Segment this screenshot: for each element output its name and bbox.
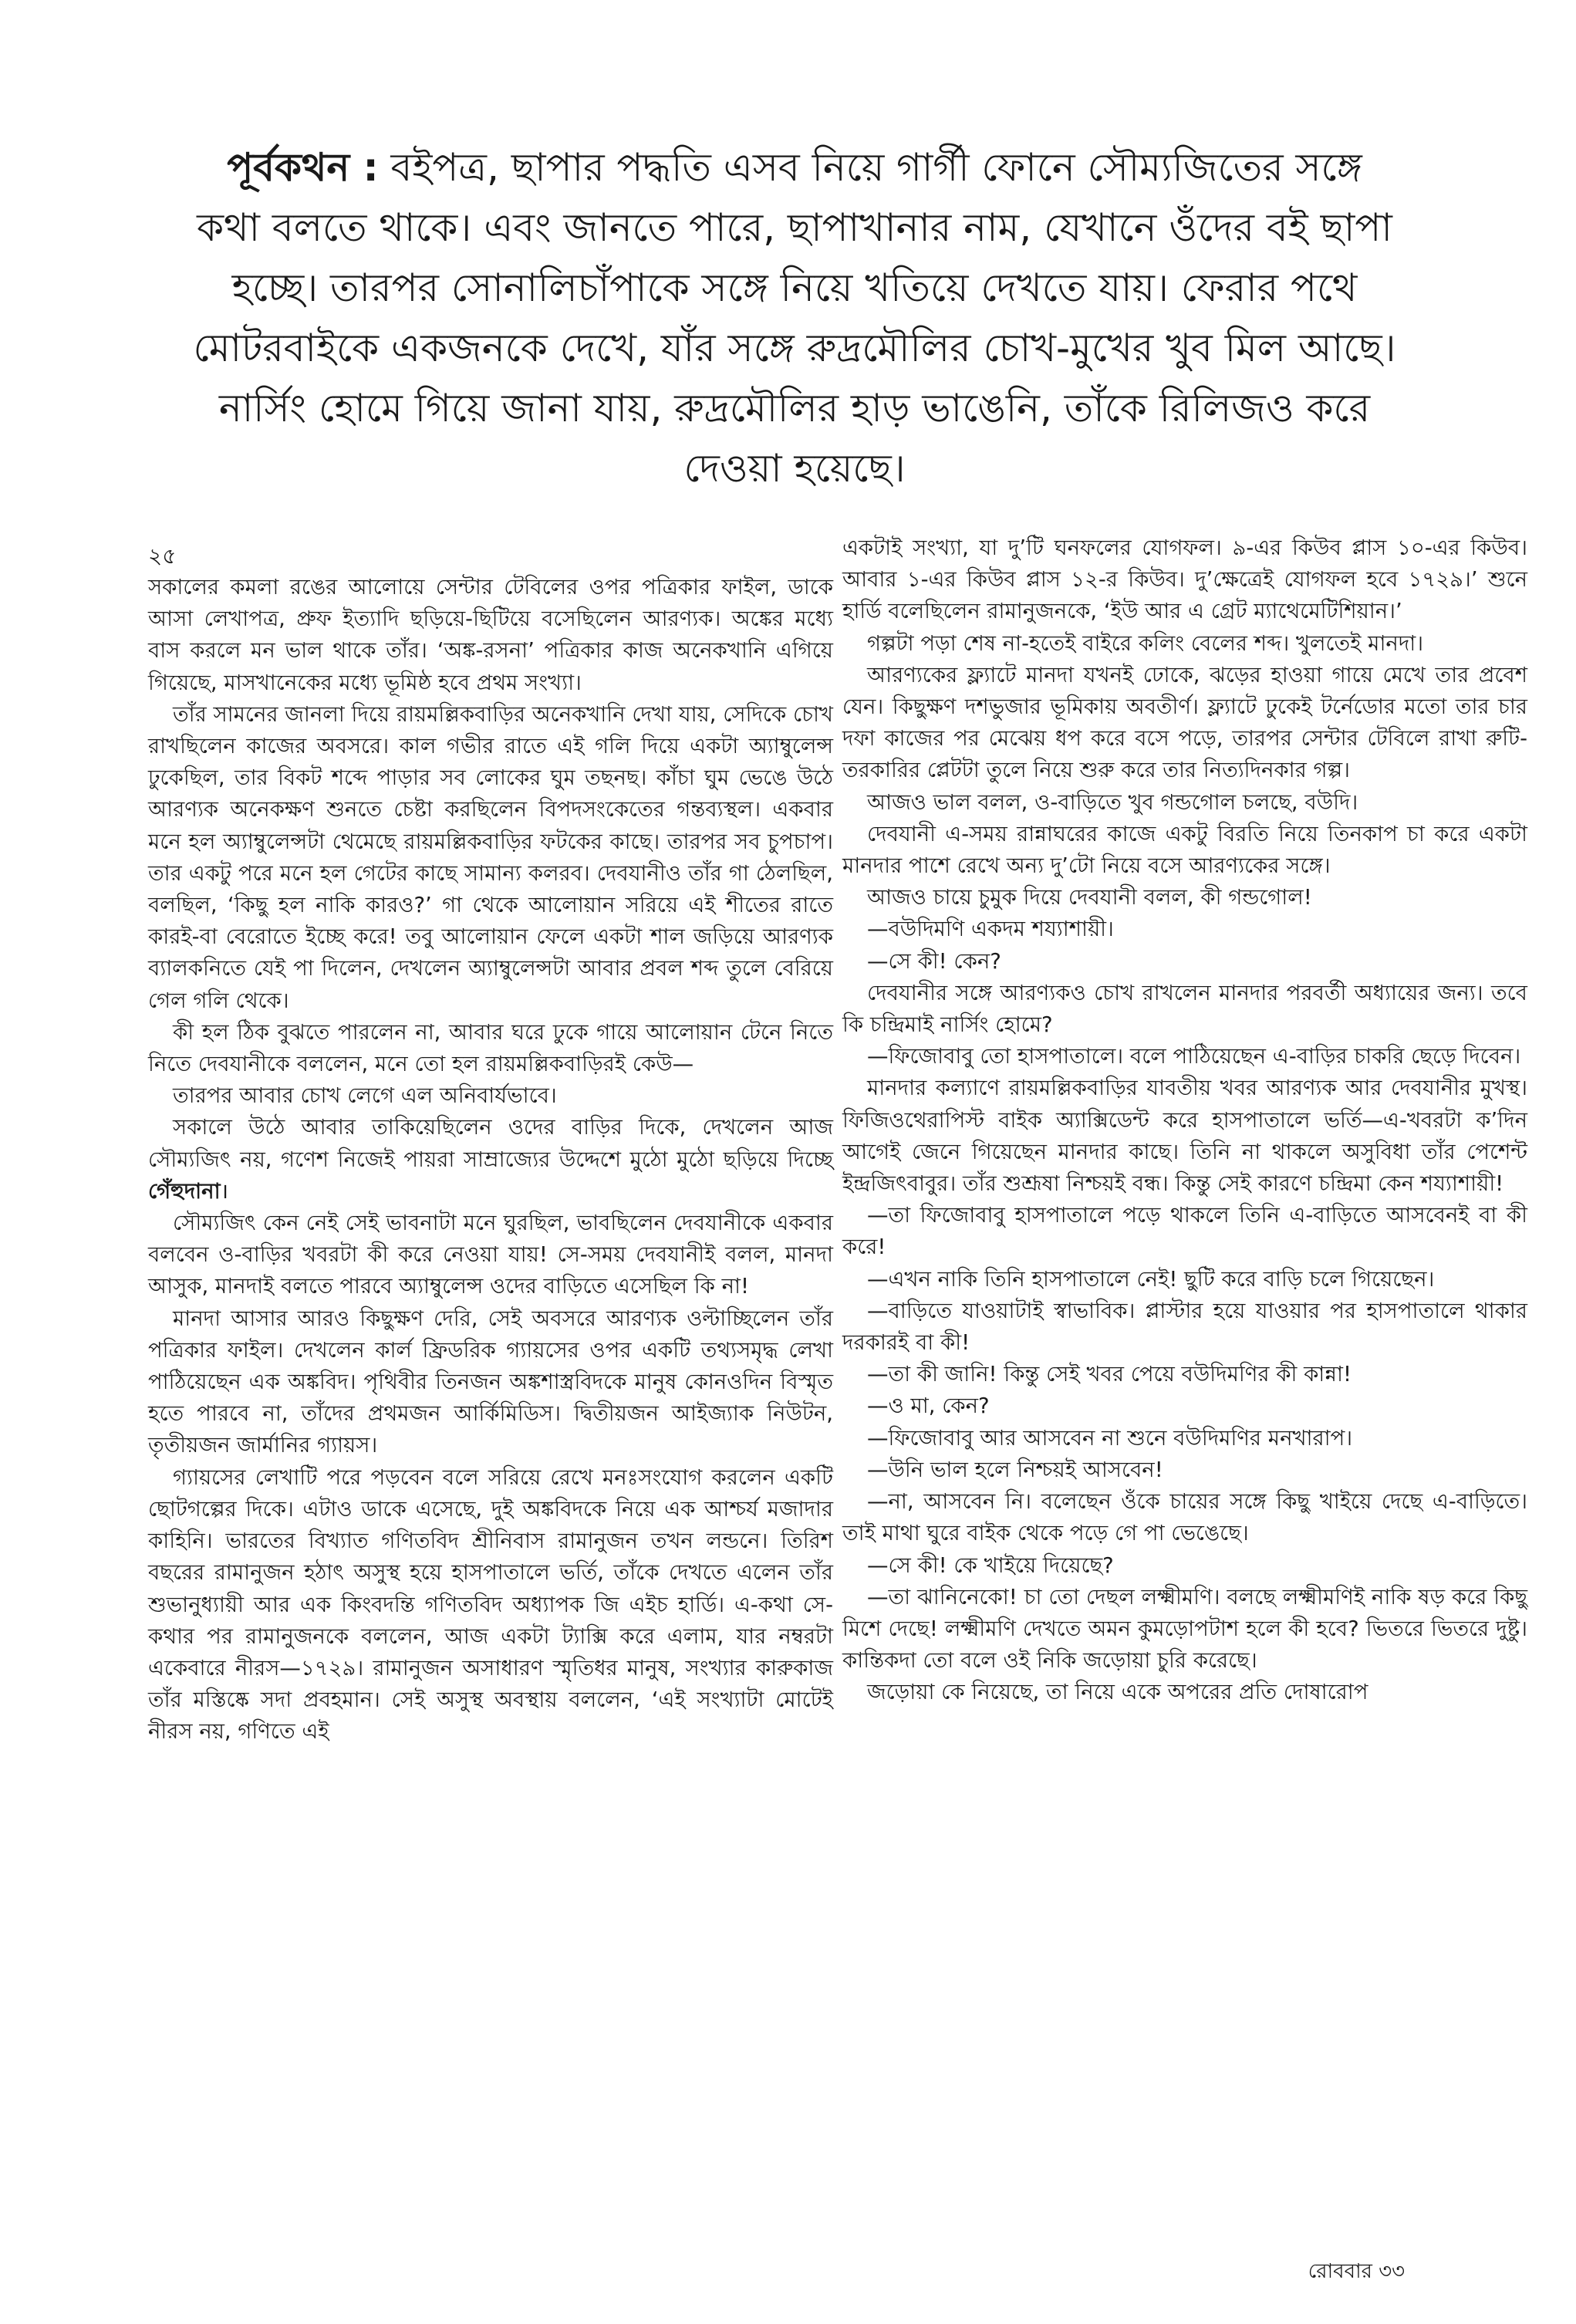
paragraph: দেবযানীর সঙ্গে আরণ্যকও চোখ রাখলেন মানদার পরবর্তী অধ্যায়ের জন্য। তবে কি চন্দ্রিমাই নার্সিং হোমে?	[842, 980, 1527, 1038]
intro-label: পূর্বকথন :	[227, 145, 379, 190]
chapter-number: ২৫	[148, 543, 177, 569]
bold-word: গেঁহুদানা	[148, 1178, 221, 1204]
paragraph: আজও চায়ে চুমুক দিয়ে দেবযানী বলল, কী গন্ডগোল!	[867, 885, 1312, 910]
paragraph: কী হল ঠিক বুঝতে পারলেন না, আবার ঘরে ঢুকে গায়ে আলোয়ান টেনে নিতে নিতে দেবযানীকে বললেন, মনে তো হল রায়মল্লিকবাড়িরই কেউ—	[148, 1019, 833, 1077]
paragraph: সৌম্যজিৎ কেন নেই সেই ভাবনাটা মনে ঘুরছিল, ভাবছিলেন দেবযানীকে একবার বলবেন ও-বাড়ির খবরটা কী করে নেওয়া যায়! সে-সময় দেবযানীই বলল, মানদা আসুক, মানদাই বলতে পারবে অ্যাম্বুলেন্স ওদের বাড়িতে এসেছিল কি না!	[148, 1211, 833, 1299]
paragraph: গল্পটা পড়া শেষ না-হতেই বাইরে কলিং বেলের শব্দ। খুলতেই মানদা।	[867, 630, 1424, 656]
dialogue-line: —ফিজোবাবু তো হাসপাতালে। বলে পাঠিয়েছেন এ-বাড়ির চাকরি ছেড়ে দিবেন।	[867, 1044, 1521, 1069]
dialogue-line: —সে কী! কেন?	[867, 948, 1001, 974]
paragraph: তারপর আবার চোখ লেগে এল অনিবার্যভাবে।	[173, 1083, 557, 1109]
dialogue-line: —না, আসবেন নি। বলেছেন ওঁকে চায়ের সঙ্গে কিছু খাইয়ে দেছে এ-বাড়িতে। তাই মাথা ঘুরে বাইক থেকে পড়ে গে পা ভেঙেছে।	[842, 1489, 1527, 1546]
left-column	[148, 540, 833, 1748]
paragraph: একটাই সংখ্যা, যা দু’টি ঘনফলের যোগফল। ৯-এর কিউব প্লাস ১০-এর কিউব। আবার ১-এর কিউব প্লাস ১২-র কিউব। দু’ক্ষেত্রেই যোগফল হবে ১৭২৯।’ শুনে হার্ডি বলেছিলেন রামানুজনকে, ‘ইউ আর এ গ্রেট ম্যাথেমেটিশিয়ান।’	[842, 535, 1527, 624]
paragraph: গ্যায়সের লেখাটি পরে পড়বেন বলে সরিয়ে রেখে মনঃসংযোগ করলেন একটি ছোটগল্পের দিকে। এটাও ডাকে এসেছে, দুই অঙ্কবিদকে নিয়ে এক আশ্চর্য মজাদার কাহিনি। ভারতের বিখ্যাত গণিতবিদ শ্রীনিবাস রামানুজন তখন লন্ডনে। তিরিশ বছরের রামানুজন হঠাৎ অসুস্থ হয়ে হাসপাতালে ভর্তি, তাঁকে দেখতে এলেন তাঁর শুভানুধ্যায়ী আর এক কিংবদন্তি গণিতবিদ অধ্যাপক জি এইচ হার্ডি। এ-কথা সে-কথার পর রামানুজনকে বললেন, আজ একটা ট্যাক্সি করে এলাম, যার নম্বরটা একেবারে নীরস—১৭২৯। রামানুজন অসাধারণ স্মৃতিধর মানুষ, সংখ্যার কারুকাজ তাঁর মস্তিষ্কে সদা প্রবহমান। সেই অসুস্থ অবস্থায় বললেন, ‘এই সংখ্যাটা মোটেই নীরস নয়, গণিতে এই	[148, 1464, 833, 1745]
paragraph: তাঁর সামনের জানলা দিয়ে রায়মল্লিকবাড়ির অনেকখানি দেখা যায়, সেদিকে চোখ রাখছিলেন কাজের অবসরে। কাল গভীর রাতে এই গলি দিয়ে একটা অ্যাম্বুলেন্স ঢুকেছিল, তার বিকট শব্দে পাড়ার সব লোকের ঘুম তছনছ। কাঁচা ঘুম ভেঙে উঠে আরণ্যক অনেকক্ষণ শুনতে চেষ্টা করছিলেন বিপদসংকেতের গন্তব্যস্থল। একবার মনে হল অ্যাম্বুলেন্সটা থেমেছে রায়মল্লিকবাড়ির ফটকের কাছে। তারপর সব চুপচাপ। তার একটু পরে মনে হল গেটের কাছে সামান্য কলরব। দেবযানীও তাঁর গা ঠেলছিল, বলছিল, ‘কিছু হল নাকি কারও?’ গা থেকে আলোয়ান সরিয়ে এই শীতের রাতে কারই-বা বেরোতে ইচ্ছে করে! তবু আলোয়ান ফেলে একটা শাল জড়িয়ে আরণ্যক ব্যালকনিতে যেই পা দিলেন, দেখলেন অ্যাম্বুলেন্সটা আবার প্রবল শব্দ তুলে বেরিয়ে গেল গলি থেকে।	[148, 701, 833, 1013]
dialogue-line: —তা ফিজোবাবু হাসপাতালে পড়ে থাকলে তিনি এ-বাড়িতে আসবেনই বা কী করে!	[842, 1203, 1527, 1260]
dialogue-line: —সে কী! কে খাইয়ে দিয়েছে?	[867, 1552, 1114, 1578]
right-column	[842, 532, 1527, 1709]
dialogue-line: —বউদিমণি একদম শয্যাশায়ী।	[867, 917, 1114, 942]
dialogue-line: —তা কী জানি! কিন্তু সেই খবর পেয়ে বউদিমণির কী কান্না!	[867, 1362, 1352, 1387]
paragraph-end: ।	[220, 1178, 228, 1204]
paragraph: দেবযানী এ-সময় রান্নাঘরের কাজে একটু বিরতি নিয়ে তিনকাপ চা করে একটা মানদার পাশে রেখে অন্য দু’টো নিয়ে বসে আরণ্যকের সঙ্গে।	[842, 821, 1527, 879]
paragraph: আরণ্যকের ফ্ল্যাটে মানদা যখনই ঢোকে, ঝড়ের হাওয়া গায়ে মেখে তার প্রবেশ যেন। কিছুক্ষণ দশভুজার ভূমিকায় অবতীর্ণ। ফ্ল্যাটে ঢুকেই টর্নেডোর মতো তার চার দফা কাজের পর মেঝেয় ধপ করে বসে পড়ে, তারপর সেন্টার টেবিলে রাখা রুটি-তরকারির প্লেটটা তুলে নিয়ে শুরু করে তার নিত্যদিনকার গল্প।	[842, 662, 1527, 783]
intro-summary	[193, 137, 1396, 498]
dialogue-line: —এখন নাকি তিনি হাসপাতালে নেই! ছুটি করে বাড়ি চলে গিয়েছেন।	[867, 1266, 1435, 1292]
dialogue-line: —ফিজোবাবু আর আসবেন না শুনে বউদিমণির মনখারাপ।	[867, 1425, 1353, 1451]
paragraph-text: সকালে উঠে আবার তাকিয়েছিলেন ওদের বাড়ির দিকে, দেখলেন আজ সৌম্যজিৎ নয়, গণেশ নিজেই পায়রা সাম্রাজ্যের উদ্দেশে মুঠো মুঠো ছড়িয়ে দিচ্ছে	[148, 1115, 833, 1172]
dialogue-line: —তা ঝানিনেকো! চা তো দেছল লক্ষ্মীমণি। বলছে লক্ষ্মীমণিই নাকি ষড় করে কিছু মিশে দেছে! লক্ষ্মীমণি দেখতে অমন কুমড়োপটাশ হলে কী হবে? ভিতরে ভিতরে দুষ্টু। কান্তিকদা তো বলে ওই নিকি জড়োয়া চুরি করেছে।	[842, 1584, 1527, 1674]
paragraph	[148, 1112, 833, 1208]
intro-text: বইপত্র, ছাপার পদ্ধতি এসব নিয়ে গার্গী ফোনে সৌম্যজিতের সঙ্গে কথা বলতে থাকে। এবং জানতে পারে, ছাপাখানার নাম, যেখানে ওঁদের বই ছাপা হচ্ছে। তারপর সোনালিচাঁপাকে সঙ্গে নিয়ে খতিয়ে দেখতে যায়। ফেরার পথে মোটরবাইকে একজনকে দেখে, যাঁর সঙ্গে রুদ্রমৌলির চোখ-মুখের খুব মিল আছে। নার্সিং হোমে গিয়ে জানা যায়, রুদ্রমৌলির হাড় ভাঙেনি, তাঁকে রিলিজও করে দেওয়া হয়েছে।	[193, 145, 1396, 491]
paragraph: মানদা আসার আরও কিছুক্ষণ দেরি, সেই অবসরে আরণ্যক ওল্টাচ্ছিলেন তাঁর পত্রিকার ফাইল। দেখলেন কার্ল ফ্রিডরিক গ্যায়সের ওপর একটি তথ্যসমৃদ্ধ লেখা পাঠিয়েছেন এক অঙ্কবিদ। পৃথিবীর তিনজন অঙ্কশাস্ত্রবিদকে মানুষ কোনওদিন বিস্মৃত হতে পারবে না, তাঁদের প্রথমজন আর্কিমিডিস। দ্বিতীয়জন আইজ্যাক নিউটন, তৃতীয়জন জার্মানির গ্যায়স।	[148, 1306, 833, 1458]
dialogue-line: —ও মা, কেন?	[867, 1393, 990, 1419]
dialogue-line: —বাড়িতে যাওয়াটাই স্বাভাবিক। প্লাস্টার হয়ে যাওয়ার পর হাসপাতালে থাকার দরকারই বা কী!	[842, 1298, 1527, 1356]
paragraph: মানদার কল্যাণে রায়মল্লিকবাড়ির যাবতীয় খবর আরণ্যক আর দেবযানীর মুখস্থ। ফিজিওথেরাপিস্ট বাইক অ্যাক্সিডেন্ট করে হাসপাতালে ভর্তি—এ-খবরটা ক’দিন আগেই জেনে গিয়েছেন মানদার কাছে। তিনি না থাকলে অসুবিধা তাঁর পেশেন্ট ইন্দ্রজিৎবাবুর। তাঁর শুশ্রূষা নিশ্চয়ই বন্ধ। কিন্তু সেই কারণে চন্দ্রিমা কেন শয্যাশায়ী!	[842, 1076, 1527, 1197]
paragraph: জড়োয়া কে নিয়েছে, তা নিয়ে একে অপরের প্রতি দোষারোপ	[867, 1680, 1368, 1705]
dialogue-line: —উনি ভাল হলে নিশ্চয়ই আসবেন!	[867, 1457, 1163, 1482]
page-footer: রোববার ৩৩	[1308, 2260, 1405, 2283]
paragraph: সকালের কমলা রঙের আলোয়ে সেন্টার টেবিলের ওপর পত্রিকার ফাইল, ডাকে আসা লেখাপত্র, প্রুফ ইত্যাদি ছড়িয়ে-ছিটিয়ে বসেছিলেন আরণ্যক। অঙ্কের মধ্যে বাস করলে মন ভাল থাকে তাঁর। ‘অঙ্ক-রসনা’ পত্রিকার কাজ অনেকখানি এগিয়ে গিয়েছে, মাসখানেকের মধ্যে ভূমিষ্ঠ হবে প্রথম সংখ্যা।	[148, 575, 833, 695]
paragraph: আজও ভাল বলল, ও-বাড়িতে খুব গন্ডগোল চলছে, বউদি।	[867, 789, 1358, 815]
